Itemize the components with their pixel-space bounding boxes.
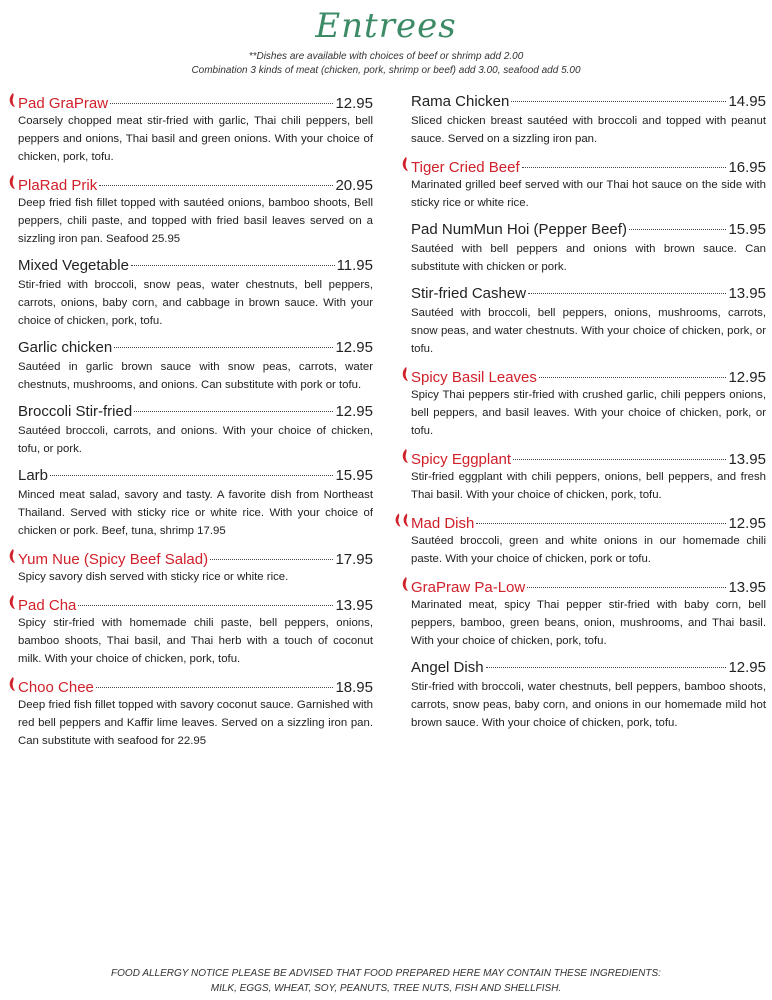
- menu-item-price: 13.95: [728, 285, 766, 302]
- menu-item: [411, 512, 766, 568]
- menu-item: [411, 156, 766, 212]
- menu-item-header: [411, 658, 766, 678]
- dot-leader: [476, 523, 726, 524]
- allergy-line: MILK, EGGS, WHEAT, SOY, PEANUTS, TREE NUTS, FISH AND SHELLFISH.: [210, 983, 562, 994]
- menu-item-description: Spicy Thai peppers stir-fried with crushed garlic, chili peppers onions, bell peppers, and basil leaves. With your choice of chicken, pork, or tofu.: [411, 389, 766, 437]
- menu-item-description: Stir-fried with broccoli, snow peas, water chestnuts, bell peppers, carrots, onions, baby corn, and cabbage in brown sauce. With your choice of chicken, pork, tofu.: [18, 279, 373, 327]
- menu-item-price: 20.95: [335, 177, 373, 194]
- menu-item-header: [18, 466, 373, 486]
- menu-item: [18, 256, 373, 330]
- menu-item-description: Coarsely chopped meat stir-fried with garlic, Thai chili peppers, bell peppers and onions, Thai basil and green onions. With your choice of chicken, pork, tofu.: [18, 115, 373, 163]
- chili-pepper-icon: [8, 676, 16, 692]
- note-line: Combination 3 kinds of meat (chicken, pork, shrimp or beef) add 3.00, seafood add 5.00: [191, 65, 581, 76]
- menu-item-price: 13.95: [728, 451, 766, 468]
- menu-item-price: 11.95: [336, 257, 373, 274]
- menu-item: [18, 402, 373, 458]
- menu-item-description: Spicy stir-fried with homemade chili paste, bell peppers, onions, bamboo shoots, Thai basil, and Thai herb with a touch of coconut milk. With your choice of chicken, pork, tofu.: [18, 617, 373, 665]
- menu-item-header: [18, 338, 373, 358]
- menu-item-price: 14.95: [728, 93, 766, 110]
- dot-leader: [50, 475, 333, 476]
- chili-pepper-icon: [401, 156, 409, 172]
- dot-leader: [110, 103, 333, 104]
- menu-item-description: Sautéed broccoli, green and white onions in our homemade chili paste. With your choice of chicken, pork or tofu.: [411, 535, 766, 565]
- dot-leader: [210, 559, 333, 560]
- menu-item-price: 12.95: [728, 659, 766, 676]
- menu-item-description: Stir-fried with broccoli, water chestnuts, bell peppers, bamboo shoots, carrots, snow peas, baby corn, and onions in our homemade mild hot brown sauce. With your choice of chicken, pork, tofu.: [411, 681, 766, 729]
- menu-item-name: Broccoli Stir-fried: [18, 403, 133, 420]
- menu-column-left: [18, 92, 373, 758]
- menu-column-right: [411, 92, 766, 740]
- dot-leader: [629, 229, 727, 230]
- menu-item-name: Rama Chicken: [411, 93, 510, 110]
- menu-item-name: PlaRad Prik: [18, 177, 98, 194]
- menu-item-name: Pad GraPraw: [18, 95, 109, 112]
- menu-item: [18, 174, 373, 248]
- menu-item-description: Sautéed with broccoli, bell peppers, onions, mushrooms, carrots, snow peas, and water chestnuts. With your choice of chicken, pork, or tofu.: [411, 307, 766, 355]
- dot-leader: [527, 587, 726, 588]
- menu-item-price: 15.95: [728, 221, 766, 238]
- dot-leader: [486, 667, 727, 668]
- menu-item-header: [18, 548, 373, 568]
- chili-pepper-icon: [401, 366, 409, 382]
- chili-pepper-icon: [8, 92, 16, 108]
- menu-item-price: 16.95: [728, 159, 766, 176]
- chili-pepper-icon: [394, 512, 409, 528]
- dot-leader: [528, 293, 726, 294]
- menu-item-price: 12.95: [335, 95, 373, 112]
- menu-item-price: 13.95: [728, 579, 766, 596]
- menu-item-name: Garlic chicken: [18, 339, 113, 356]
- menu-item-name: Choo Chee: [18, 679, 94, 696]
- menu-item: [18, 466, 373, 540]
- chili-pepper-icon: [8, 174, 16, 190]
- menu-item-name: Spicy Eggplant: [411, 451, 512, 468]
- menu-item-description: Sautéed with bell peppers and onions with brown sauce. Can substitute with chicken or pork.: [411, 243, 766, 273]
- menu-item-name: Mixed Vegetable: [18, 257, 129, 274]
- menu-item-header: [18, 256, 373, 276]
- menu-item-header: [411, 284, 766, 304]
- menu-item: [18, 92, 373, 166]
- menu-item-name: Stir-fried Cashew: [411, 285, 527, 302]
- chili-pepper-icon: [8, 594, 16, 610]
- menu-item-description: Stir-fried eggplant with chili peppers, onions, bell peppers, and fresh Thai basil. With your choice of chicken, pork, tofu.: [411, 471, 766, 501]
- menu-item-header: [18, 174, 373, 194]
- menu-item: [411, 658, 766, 732]
- menu-item-header: [411, 220, 766, 240]
- menu-item-description: Sliced chicken breast sautéed with broccoli and topped with peanut sauce. Served on a sizzling iron pan.: [411, 115, 766, 145]
- menu-item-name: Mad Dish: [411, 515, 475, 532]
- menu-item-name: Tiger Cried Beef: [411, 159, 520, 176]
- menu-item: [18, 338, 373, 394]
- menu-item-price: 12.95: [335, 339, 373, 356]
- menu-item-header: [18, 92, 373, 112]
- menu-item: [411, 284, 766, 358]
- menu-item-header: [411, 448, 766, 468]
- dot-leader: [513, 459, 726, 460]
- menu-item-price: 12.95: [728, 515, 766, 532]
- menu-item-header: [411, 92, 766, 112]
- menu-item-name: GraPraw Pa-Low: [411, 579, 526, 596]
- menu-item-price: 13.95: [335, 597, 373, 614]
- menu-item-description: Marinated grilled beef served with our Thai hot sauce on the side with sticky rice or white rice.: [411, 179, 766, 209]
- menu-item-name: Pad NumMun Hoi (Pepper Beef): [411, 221, 627, 238]
- dot-leader: [99, 185, 333, 186]
- menu-item-description: Deep fried fish fillet topped with sautéed onions, bamboo shoots, Bell peppers, chili paste, and topped with fried basil leaves served on a sizzling iron pan. Seafood 25.95: [18, 197, 373, 245]
- menu-item: [18, 548, 373, 586]
- chili-pepper-icon: [401, 448, 409, 464]
- allergy-notice: [0, 966, 772, 996]
- menu-item-header: [411, 576, 766, 596]
- menu-item-description: Spicy savory dish served with sticky rice or white rice.: [18, 571, 289, 583]
- menu-item-price: 12.95: [728, 369, 766, 386]
- menu-item-header: [18, 594, 373, 614]
- menu-item-header: [411, 366, 766, 386]
- menu-item-header: [411, 512, 766, 532]
- menu-item: [18, 594, 373, 668]
- menu-item-description: Deep fried fish fillet topped with savory coconut sauce. Garnished with red bell peppers and Kaffir lime leaves. Served on a sizzling iron pan. Can substitute with seafood for 22.95: [18, 699, 373, 747]
- dot-leader: [114, 347, 333, 348]
- menu-item: [411, 448, 766, 504]
- menu-item: [18, 676, 373, 750]
- menu-item-description: Sautéed broccoli, carrots, and onions. With your choice of chicken, tofu, or pork.: [18, 425, 373, 455]
- menu-item-header: [411, 156, 766, 176]
- menu-item-price: 18.95: [335, 679, 373, 696]
- menu-item-name: Pad Cha: [18, 597, 77, 614]
- menu-title: Entrees: [315, 6, 457, 46]
- chili-pepper-icon: [8, 548, 16, 564]
- menu-item: [411, 366, 766, 440]
- menu-item-price: 17.95: [335, 551, 373, 568]
- dot-leader: [96, 687, 334, 688]
- menu-item-description: Sautéed in garlic brown sauce with snow peas, carrots, water chestnuts, mushrooms, and onions. Can substitute with pork or tofu.: [18, 361, 373, 391]
- dot-leader: [78, 605, 333, 606]
- menu-item-header: [18, 676, 373, 696]
- menu-item-name: Angel Dish: [411, 659, 484, 676]
- dot-leader: [522, 167, 727, 168]
- allergy-line: FOOD ALLERGY NOTICE PLEASE BE ADVISED THAT FOOD PREPARED HERE MAY CONTAIN THESE INGREDIENTS:: [111, 968, 661, 979]
- menu-item-name: Larb: [18, 467, 49, 484]
- menu-item-name: Spicy Basil Leaves: [411, 369, 537, 386]
- menu-item-name: Yum Nue (Spicy Beef Salad): [18, 551, 209, 568]
- menu-item: [411, 576, 766, 650]
- dot-leader: [511, 101, 726, 102]
- menu-item-header: [18, 402, 373, 422]
- dot-leader: [131, 265, 335, 266]
- menu-notes: [0, 50, 772, 78]
- menu-item: [411, 92, 766, 148]
- menu-item-description: Minced meat salad, savory and tasty. A favorite dish from Northeast Thailand. Served with sticky rice or white rice. With your choice of chicken or pork. Beef, tuna, shrimp 17.95: [18, 489, 373, 537]
- menu-item: [411, 220, 766, 276]
- note-line: **Dishes are available with choices of beef or shrimp add 2.00: [248, 51, 524, 62]
- menu-item-price: 12.95: [335, 403, 373, 420]
- chili-pepper-icon: [401, 576, 409, 592]
- dot-leader: [134, 411, 333, 412]
- menu-item-description: Marinated meat, spicy Thai pepper stir-fried with baby corn, bell peppers, bamboo, green beans, onion, mushrooms, and Thai basil. With your choice of chicken, pork, tofu.: [411, 599, 766, 647]
- dot-leader: [539, 377, 727, 378]
- menu-item-price: 15.95: [335, 467, 373, 484]
